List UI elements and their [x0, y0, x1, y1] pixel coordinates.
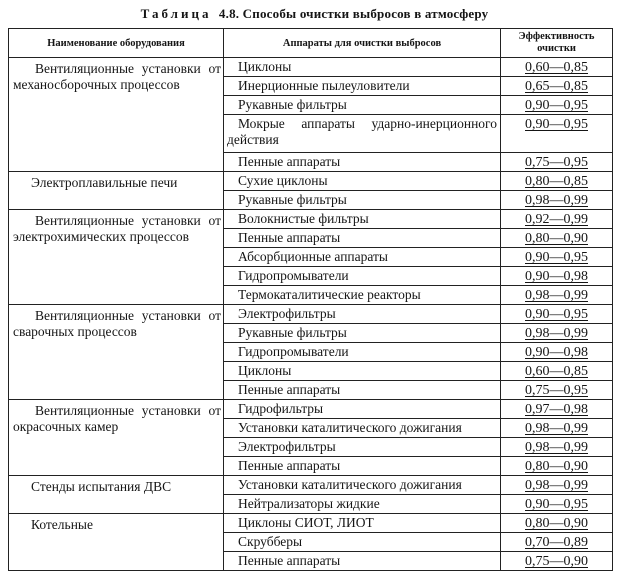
efficiency-cell: 0,92—0,99: [501, 210, 613, 229]
efficiency-cell: 0,90—0,98: [501, 267, 613, 286]
apparatus-cell: Нейтрализаторы жидкие: [224, 495, 501, 514]
efficiency-cell: 0,65—0,85: [501, 77, 613, 96]
header-apparatus: Аппараты для очистки выбросов: [224, 29, 501, 58]
apparatus-cell: Пенные аппараты: [224, 153, 501, 172]
efficiency-cell: 0,90—0,98: [501, 343, 613, 362]
efficiency-cell: 0,80—0,85: [501, 172, 613, 191]
apparatus-cell: Абсорбционные аппараты: [224, 248, 501, 267]
apparatus-cell: Скрубберы: [224, 533, 501, 552]
equipment-name-cell: Электроплавильные печи: [9, 172, 224, 210]
efficiency-cell: 0,98—0,99: [501, 438, 613, 457]
efficiency-cell: 0,90—0,95: [501, 248, 613, 267]
efficiency-cell: 0,80—0,90: [501, 514, 613, 533]
apparatus-cell: Циклоны: [224, 58, 501, 77]
apparatus-cell: Рукавные фильтры: [224, 96, 501, 115]
apparatus-cell: Циклоны: [224, 362, 501, 381]
equipment-name-cell: Котельные: [9, 514, 224, 571]
efficiency-cell: 0,80—0,90: [501, 229, 613, 248]
efficiency-cell: 0,90—0,95: [501, 96, 613, 115]
table-row: [9, 476, 613, 495]
table-row: [9, 172, 613, 191]
apparatus-cell: Электрофильтры: [224, 305, 501, 324]
apparatus-cell: Термокаталитические реакторы: [224, 286, 501, 305]
efficiency-cell: 0,75—0,90: [501, 552, 613, 571]
header-row: [9, 29, 613, 58]
equipment-name-cell: Вентиляционные установки от сварочных процессов: [9, 305, 224, 400]
efficiency-cell: 0,97—0,98: [501, 400, 613, 419]
efficiency-cell: 0,90—0,95: [501, 115, 613, 153]
apparatus-cell: Мокрые аппараты ударно-инерционного действия: [224, 115, 501, 153]
apparatus-cell: Электрофильтры: [224, 438, 501, 457]
table-row: [9, 305, 613, 324]
apparatus-cell: Рукавные фильтры: [224, 324, 501, 343]
apparatus-cell: Пенные аппараты: [224, 552, 501, 571]
apparatus-cell: Установки каталитического дожигания: [224, 419, 501, 438]
table-row: [9, 58, 613, 77]
apparatus-cell: Пенные аппараты: [224, 457, 501, 476]
efficiency-cell: 0,60—0,85: [501, 58, 613, 77]
apparatus-cell: Установки каталитического дожигания: [224, 476, 501, 495]
equipment-name-cell: Вентиляционные установки от окрасочных камер: [9, 400, 224, 476]
efficiency-cell: 0,90—0,95: [501, 495, 613, 514]
efficiency-cell: 0,60—0,85: [501, 362, 613, 381]
header-efficiency: Эффективность очистки: [501, 29, 613, 58]
efficiency-cell: 0,98—0,99: [501, 191, 613, 210]
table-row: [9, 210, 613, 229]
efficiency-cell: 0,98—0,99: [501, 286, 613, 305]
efficiency-cell: 0,70—0,89: [501, 533, 613, 552]
table-caption-prefix: Таблица: [140, 6, 212, 21]
efficiency-cell: 0,98—0,99: [501, 324, 613, 343]
equipment-name-cell: Стенды испытания ДВС: [9, 476, 224, 514]
table-caption-text: 4.8. Способы очистки выбросов в атмосферу: [218, 6, 489, 21]
table-body: [9, 58, 613, 571]
apparatus-cell: Гидрофильтры: [224, 400, 501, 419]
efficiency-cell: 0,80—0,90: [501, 457, 613, 476]
apparatus-cell: Рукавные фильтры: [224, 191, 501, 210]
apparatus-cell: Волокнистые фильтры: [224, 210, 501, 229]
apparatus-cell: Сухие циклоны: [224, 172, 501, 191]
equipment-name-cell: Вентиляционные установки от электрохимических процессов: [9, 210, 224, 305]
apparatus-cell: Циклоны СИОТ, ЛИОТ: [224, 514, 501, 533]
efficiency-cell: 0,75—0,95: [501, 153, 613, 172]
apparatus-cell: Пенные аппараты: [224, 229, 501, 248]
apparatus-cell: Гидропромыватели: [224, 343, 501, 362]
efficiency-cell: 0,98—0,99: [501, 476, 613, 495]
efficiency-cell: 0,90—0,95: [501, 305, 613, 324]
table-row: [9, 514, 613, 533]
apparatus-cell: Инерционные пылеуловители: [224, 77, 501, 96]
equipment-name-cell: Вентиляционные установки от механосборочных процессов: [9, 58, 224, 172]
header-equipment: Наименование оборудования: [9, 29, 224, 58]
cleaning-methods-table: [8, 28, 613, 571]
apparatus-cell: Гидропромыватели: [224, 267, 501, 286]
table-row: [9, 400, 613, 419]
table-caption: [0, 6, 629, 22]
apparatus-cell: Пенные аппараты: [224, 381, 501, 400]
efficiency-cell: 0,75—0,95: [501, 381, 613, 400]
efficiency-cell: 0,98—0,99: [501, 419, 613, 438]
